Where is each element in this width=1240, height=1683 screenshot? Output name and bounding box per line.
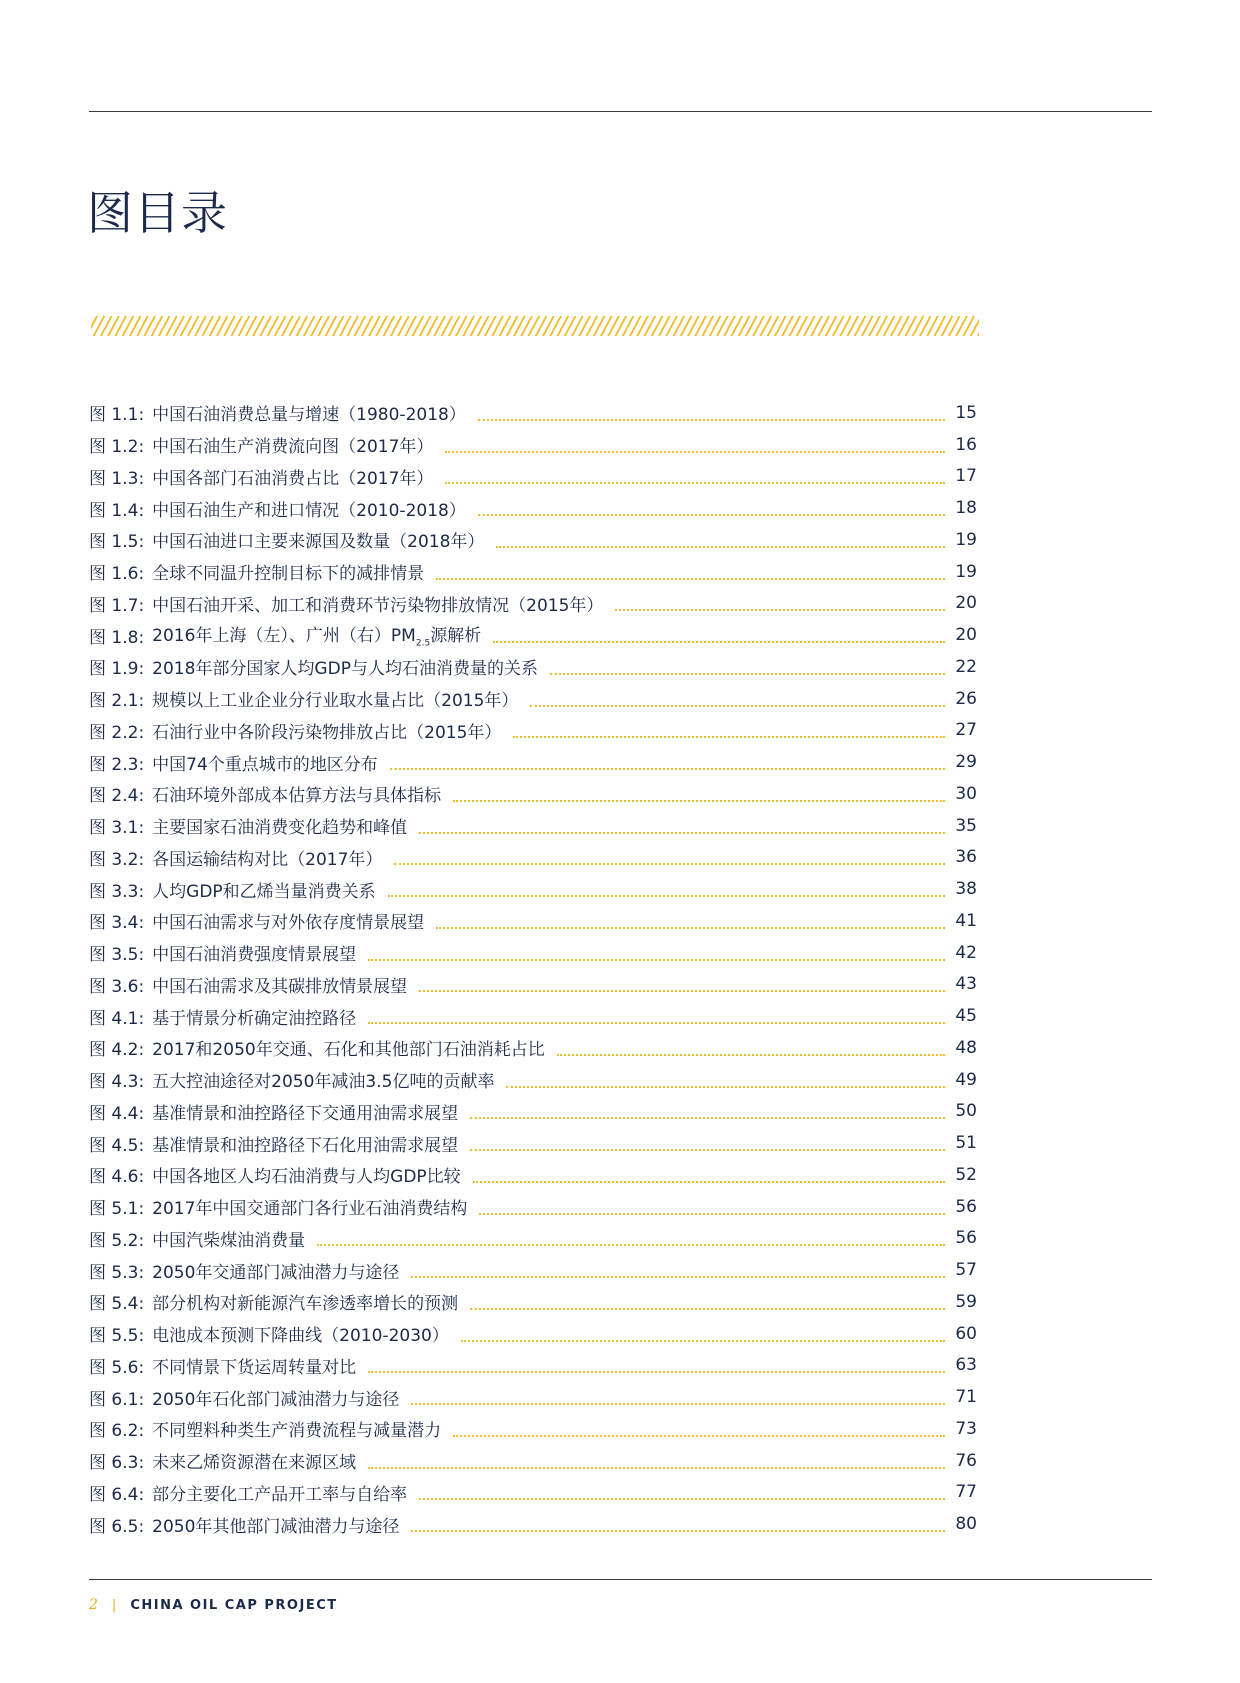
toc-entry-page: 50: [955, 1101, 977, 1122]
toc-entry-title-text: 中国石油消费总量与增速（1980-2018）: [152, 405, 466, 426]
toc-entry-title: [152, 1035, 545, 1060]
toc-entry-title-text: 中国74个重点城市的地区分布: [152, 754, 378, 775]
toc-dot-leader: [453, 800, 945, 802]
toc-dot-leader: [317, 1244, 945, 1246]
toc-entry[interactable]: [89, 492, 977, 524]
toc-dot-leader: [496, 546, 945, 548]
toc-dot-leader: [506, 1086, 945, 1088]
toc-entry-title-text: 2017和2050年交通、石化和其他部门石油消耗占比: [152, 1040, 545, 1061]
toc-entry[interactable]: [89, 397, 977, 429]
toc-entry[interactable]: [89, 905, 977, 937]
toc-entry-page: 56: [955, 1228, 977, 1249]
toc-entry-title-text: 石油环境外部成本估算方法与具体指标: [152, 786, 442, 807]
toc-entry-title: [152, 1448, 356, 1473]
toc-entry-page: 18: [955, 498, 977, 519]
toc-entry[interactable]: [89, 746, 977, 778]
toc-entry-title: [152, 464, 433, 489]
toc-dot-leader: [388, 895, 945, 897]
toc-entry-title: [152, 1099, 458, 1124]
toc-entry[interactable]: [89, 778, 977, 810]
toc-entry-title-text: 规模以上工业企业分行业取水量占比（2015年）: [152, 691, 519, 712]
toc-dot-leader: [550, 673, 945, 675]
toc-entry-page: 73: [955, 1418, 977, 1439]
toc-entry[interactable]: [89, 619, 977, 651]
toc-entry[interactable]: [89, 842, 977, 874]
toc-entry-title-suffix: 源解析: [430, 626, 482, 647]
toc-entry-page: 77: [955, 1482, 977, 1503]
toc-entry-title: [152, 1067, 494, 1092]
toc-entry-title-text: 中国石油需求及其碳排放情景展望: [152, 976, 408, 997]
toc-entry[interactable]: [89, 1254, 977, 1286]
toc-entry-label: 图 3.4:: [89, 913, 145, 934]
toc-entry[interactable]: [89, 1318, 977, 1350]
toc-entry-title: [152, 1162, 461, 1187]
toc-dot-leader: [368, 1022, 945, 1024]
toc-entry-title-text: 2050年交通部门减油潜力与途径: [152, 1262, 400, 1283]
toc-entry-title-text: 石油行业中各阶段污染物排放占比（2015年）: [152, 722, 502, 743]
toc-entry-label: 图 4.6:: [89, 1167, 145, 1188]
toc-dot-leader: [390, 768, 945, 770]
toc-entry-page: 76: [955, 1450, 977, 1471]
toc-entry[interactable]: [89, 651, 977, 683]
toc-entry-label: 图 5.4:: [89, 1294, 145, 1315]
toc-entry-title-text: 各国运输结构对比（2017年）: [152, 849, 383, 870]
toc-entry-label: 图 1.7:: [89, 595, 145, 616]
toc-dot-leader: [411, 1276, 945, 1278]
toc-dot-leader: [557, 1054, 945, 1056]
toc-entry-title-text: 部分主要化工产品开工率与自给率: [152, 1484, 408, 1505]
toc-entry[interactable]: [89, 429, 977, 461]
toc-entry-page: 41: [955, 910, 977, 931]
toc-entry-page: 56: [955, 1196, 977, 1217]
toc-entry-label: 图 4.1:: [89, 1008, 145, 1029]
footer-separator: |: [111, 1597, 117, 1613]
toc-entry-title: [152, 654, 538, 679]
toc-entry-page: 48: [955, 1037, 977, 1058]
toc-entry-title-text: 2016年上海（左）、广州（右）PM: [152, 626, 416, 647]
footer-title: CHINA OIL CAP PROJECT: [130, 1597, 338, 1613]
footer-page-number: 2: [89, 1597, 98, 1613]
toc-dot-leader: [473, 1181, 945, 1183]
toc-entry-label: 图 1.4:: [89, 500, 145, 521]
toc-entry[interactable]: [89, 556, 977, 588]
toc-entry-page: 49: [955, 1069, 977, 1090]
toc-entry-page: 17: [955, 466, 977, 487]
toc-dot-leader: [513, 736, 945, 738]
toc-entry-page: 20: [955, 593, 977, 614]
toc-entry-title: [152, 686, 518, 711]
toc-entry-title-text: 中国各部门石油消费占比（2017年）: [152, 468, 434, 489]
toc-entry-title-text: 全球不同温升控制目标下的减排情景: [152, 564, 425, 585]
toc-entry-title: [152, 432, 433, 457]
toc-entry-label: 图 1.2:: [89, 437, 145, 458]
toc-entry-page: 51: [955, 1133, 977, 1154]
toc-entry-title-text: 2050年其他部门减油潜力与途径: [152, 1516, 400, 1537]
toc-entry-label: 图 3.2:: [89, 849, 145, 870]
toc-entry-title: [152, 591, 603, 616]
toc-entry-label: 图 3.6:: [89, 976, 145, 997]
figure-list: [89, 397, 977, 1540]
toc-entry[interactable]: [89, 1445, 977, 1477]
toc-entry-title: [152, 1480, 407, 1505]
toc-entry-label: 图 2.4:: [89, 786, 145, 807]
toc-entry-title: [152, 1321, 449, 1346]
toc-entry-title-text: 中国石油开采、加工和消费环节污染物排放情况（2015年）: [152, 595, 604, 616]
toc-entry[interactable]: [89, 873, 977, 905]
toc-entry-title: [152, 400, 466, 425]
toc-dot-leader: [368, 1371, 945, 1373]
toc-dot-leader: [453, 1435, 945, 1437]
toc-entry-page: 27: [955, 720, 977, 741]
toc-entry-title: [152, 845, 382, 870]
toc-entry-title-text: 中国石油进口主要来源国及数量（2018年）: [152, 532, 485, 553]
toc-dot-leader: [436, 578, 945, 580]
toc-dot-leader: [411, 1530, 945, 1532]
toc-entry-label: 图 1.6:: [89, 564, 145, 585]
toc-dot-leader: [461, 1340, 945, 1342]
toc-entry-page: 43: [955, 974, 977, 995]
toc-entry[interactable]: [89, 461, 977, 493]
toc-entry-page: 57: [955, 1260, 977, 1281]
toc-entry-page: 19: [955, 529, 977, 550]
toc-entry-label: 图 5.2:: [89, 1230, 145, 1251]
toc-entry[interactable]: [89, 715, 977, 747]
toc-dot-leader: [470, 1149, 945, 1151]
toc-entry-label: 图 1.9:: [89, 659, 145, 680]
toc-entry-title-text: 五大控油途径对2050年减油3.5亿吨的贡献率: [152, 1072, 495, 1093]
toc-entry[interactable]: [89, 1000, 977, 1032]
toc-dot-leader: [445, 451, 945, 453]
toc-entry[interactable]: [89, 1096, 977, 1128]
toc-entry-title: [152, 718, 501, 743]
toc-entry-title: [152, 1258, 399, 1283]
toc-dot-leader: [368, 959, 945, 961]
toc-entry-label: 图 2.1:: [89, 691, 145, 712]
toc-entry-title: [152, 1416, 441, 1441]
toc-entry[interactable]: [89, 588, 977, 620]
toc-entry-label: 图 1.1:: [89, 405, 145, 426]
toc-dot-leader: [368, 1467, 945, 1469]
toc-entry-title-text: 部分机构对新能源汽车渗透率增长的预测: [152, 1294, 459, 1315]
toc-entry-title-text: 人均GDP和乙烯当量消费关系: [152, 881, 376, 902]
toc-entry-label: 图 1.5:: [89, 532, 145, 553]
toc-entry-label: 图 6.4:: [89, 1484, 145, 1505]
toc-entry-page: 15: [955, 402, 977, 423]
toc-entry-title-text: 中国汽柴煤油消费量: [152, 1230, 306, 1251]
toc-entry-page: 19: [955, 561, 977, 582]
toc-entry-title-text: 中国石油需求与对外依存度情景展望: [152, 913, 425, 934]
toc-entry[interactable]: [89, 810, 977, 842]
toc-entry-title: [152, 750, 378, 775]
toc-entry-label: 图 3.3:: [89, 881, 145, 902]
toc-entry[interactable]: [89, 1159, 977, 1191]
toc-entry-title: [152, 1226, 305, 1251]
toc-entry-title: [152, 1289, 458, 1314]
toc-entry-title: [152, 877, 376, 902]
toc-entry-title-text: 2050年石化部门减油潜力与途径: [152, 1389, 400, 1410]
toc-entry-title-text: 中国石油生产消费流向图（2017年）: [152, 437, 434, 458]
toc-entry-label: 图 6.2:: [89, 1421, 145, 1442]
toc-entry[interactable]: [89, 1508, 977, 1540]
toc-entry-page: 38: [955, 879, 977, 900]
toc-entry-page: 63: [955, 1355, 977, 1376]
toc-entry-page: 30: [955, 783, 977, 804]
page-title: 图目录: [87, 186, 228, 240]
decorative-hatch-stripe: [91, 316, 979, 336]
toc-entry-label: 图 6.1:: [89, 1389, 145, 1410]
toc-entry-page: 35: [955, 815, 977, 836]
toc-entry-title: [152, 621, 481, 648]
toc-entry-page: 36: [955, 847, 977, 868]
toc-entry-title-text: 2017年中国交通部门各行业石油消费结构: [152, 1199, 468, 1220]
toc-entry-page: 42: [955, 942, 977, 963]
toc-entry-page: 26: [955, 688, 977, 709]
toc-entry-page: 16: [955, 434, 977, 455]
toc-entry-page: 29: [955, 752, 977, 773]
toc-entry-title-text: 中国石油生产和进口情况（2010-2018）: [152, 500, 466, 521]
toc-entry-title: [152, 813, 407, 838]
toc-entry-title: [152, 496, 466, 521]
toc-entry-label: 图 1.8:: [89, 627, 145, 648]
toc-entry-label: 图 6.5:: [89, 1516, 145, 1537]
toc-entry-label: 图 2.3:: [89, 754, 145, 775]
toc-entry-title-subscript: 2.5: [415, 638, 431, 649]
toc-dot-leader: [470, 1308, 945, 1310]
toc-entry-page: 80: [955, 1514, 977, 1535]
toc-entry-label: 图 3.5:: [89, 945, 145, 966]
toc-entry-label: 图 3.1:: [89, 818, 145, 839]
toc-entry[interactable]: [89, 1413, 977, 1445]
toc-entry-title: [152, 1131, 458, 1156]
toc-dot-leader: [419, 1498, 945, 1500]
page-footer: [89, 1597, 338, 1613]
toc-entry[interactable]: [89, 1286, 977, 1318]
toc-dot-leader: [419, 832, 945, 834]
toc-entry[interactable]: [89, 1064, 977, 1096]
toc-entry-title-text: 中国各地区人均石油消费与人均GDP比较: [152, 1167, 461, 1188]
toc-entry-title: [152, 940, 356, 965]
toc-entry-title: [152, 527, 484, 552]
toc-entry-label: 图 2.2:: [89, 722, 145, 743]
toc-entry[interactable]: [89, 1127, 977, 1159]
toc-dot-leader: [478, 419, 945, 421]
toc-entry-label: 图 5.3:: [89, 1262, 145, 1283]
toc-dot-leader: [394, 863, 945, 865]
toc-entry-page: 59: [955, 1291, 977, 1312]
toc-entry-page: 45: [955, 1006, 977, 1027]
toc-entry-label: 图 6.3:: [89, 1453, 145, 1474]
toc-entry-label: 图 4.2:: [89, 1040, 145, 1061]
toc-entry-title: [152, 781, 441, 806]
toc-entry-title: [152, 1385, 399, 1410]
toc-entry-title-text: 不同塑料种类生产消费流程与减量潜力: [152, 1421, 442, 1442]
toc-dot-leader: [530, 705, 945, 707]
toc-entry-title-text: 2018年部分国家人均GDP与人均石油消费量的关系: [152, 659, 538, 680]
toc-entry[interactable]: [89, 1350, 977, 1382]
toc-entry[interactable]: [89, 1381, 977, 1413]
toc-entry-title-text: 基于情景分析确定油控路径: [152, 1008, 357, 1029]
toc-entry[interactable]: [89, 1223, 977, 1255]
toc-entry[interactable]: [89, 683, 977, 715]
toc-entry[interactable]: [89, 1032, 977, 1064]
toc-entry-title: [152, 908, 424, 933]
toc-entry-title: [152, 1512, 399, 1537]
toc-entry-title-text: 电池成本预测下降曲线（2010-2030）: [152, 1326, 449, 1347]
toc-entry[interactable]: [89, 524, 977, 556]
toc-entry-title: [152, 1004, 356, 1029]
toc-entry-title: [152, 559, 424, 584]
toc-entry-label: 图 1.3:: [89, 468, 145, 489]
toc-entry-page: 60: [955, 1323, 977, 1344]
toc-entry-title: [152, 972, 407, 997]
toc-entry-title-text: 不同情景下货运周转量对比: [152, 1357, 357, 1378]
toc-entry-title: [152, 1353, 356, 1378]
toc-dot-leader: [419, 990, 945, 992]
toc-entry-title-text: 未来乙烯资源潜在来源区域: [152, 1453, 357, 1474]
bottom-divider: [89, 1579, 1152, 1580]
toc-entry[interactable]: [89, 1477, 977, 1509]
toc-entry-title-text: 基准情景和油控路径下石化用油需求展望: [152, 1135, 459, 1156]
toc-entry-label: 图 5.1:: [89, 1199, 145, 1220]
toc-entry-label: 图 4.3:: [89, 1072, 145, 1093]
toc-dot-leader: [479, 1213, 945, 1215]
toc-entry-title-text: 基准情景和油控路径下交通用油需求展望: [152, 1103, 459, 1124]
toc-dot-leader: [445, 482, 945, 484]
toc-dot-leader: [478, 514, 945, 516]
toc-entry[interactable]: [89, 969, 977, 1001]
toc-entry-title: [152, 1194, 467, 1219]
toc-dot-leader: [615, 609, 945, 611]
toc-entry-page: 52: [955, 1164, 977, 1185]
toc-entry-title-text: 主要国家石油消费变化趋势和峰值: [152, 818, 408, 839]
toc-entry-page: 71: [955, 1387, 977, 1408]
toc-dot-leader: [470, 1117, 945, 1119]
toc-entry-title-text: 中国石油消费强度情景展望: [152, 945, 357, 966]
toc-dot-leader: [493, 641, 945, 643]
toc-entry-label: 图 5.6:: [89, 1357, 145, 1378]
toc-entry-page: 20: [955, 625, 977, 646]
toc-dot-leader: [411, 1403, 945, 1405]
toc-entry[interactable]: [89, 937, 977, 969]
toc-entry-label: 图 4.5:: [89, 1135, 145, 1156]
toc-entry[interactable]: [89, 1191, 977, 1223]
top-divider: [89, 111, 1152, 112]
toc-dot-leader: [436, 927, 945, 929]
toc-entry-label: 图 5.5:: [89, 1326, 145, 1347]
toc-entry-page: 22: [955, 656, 977, 677]
toc-entry-label: 图 4.4:: [89, 1103, 145, 1124]
